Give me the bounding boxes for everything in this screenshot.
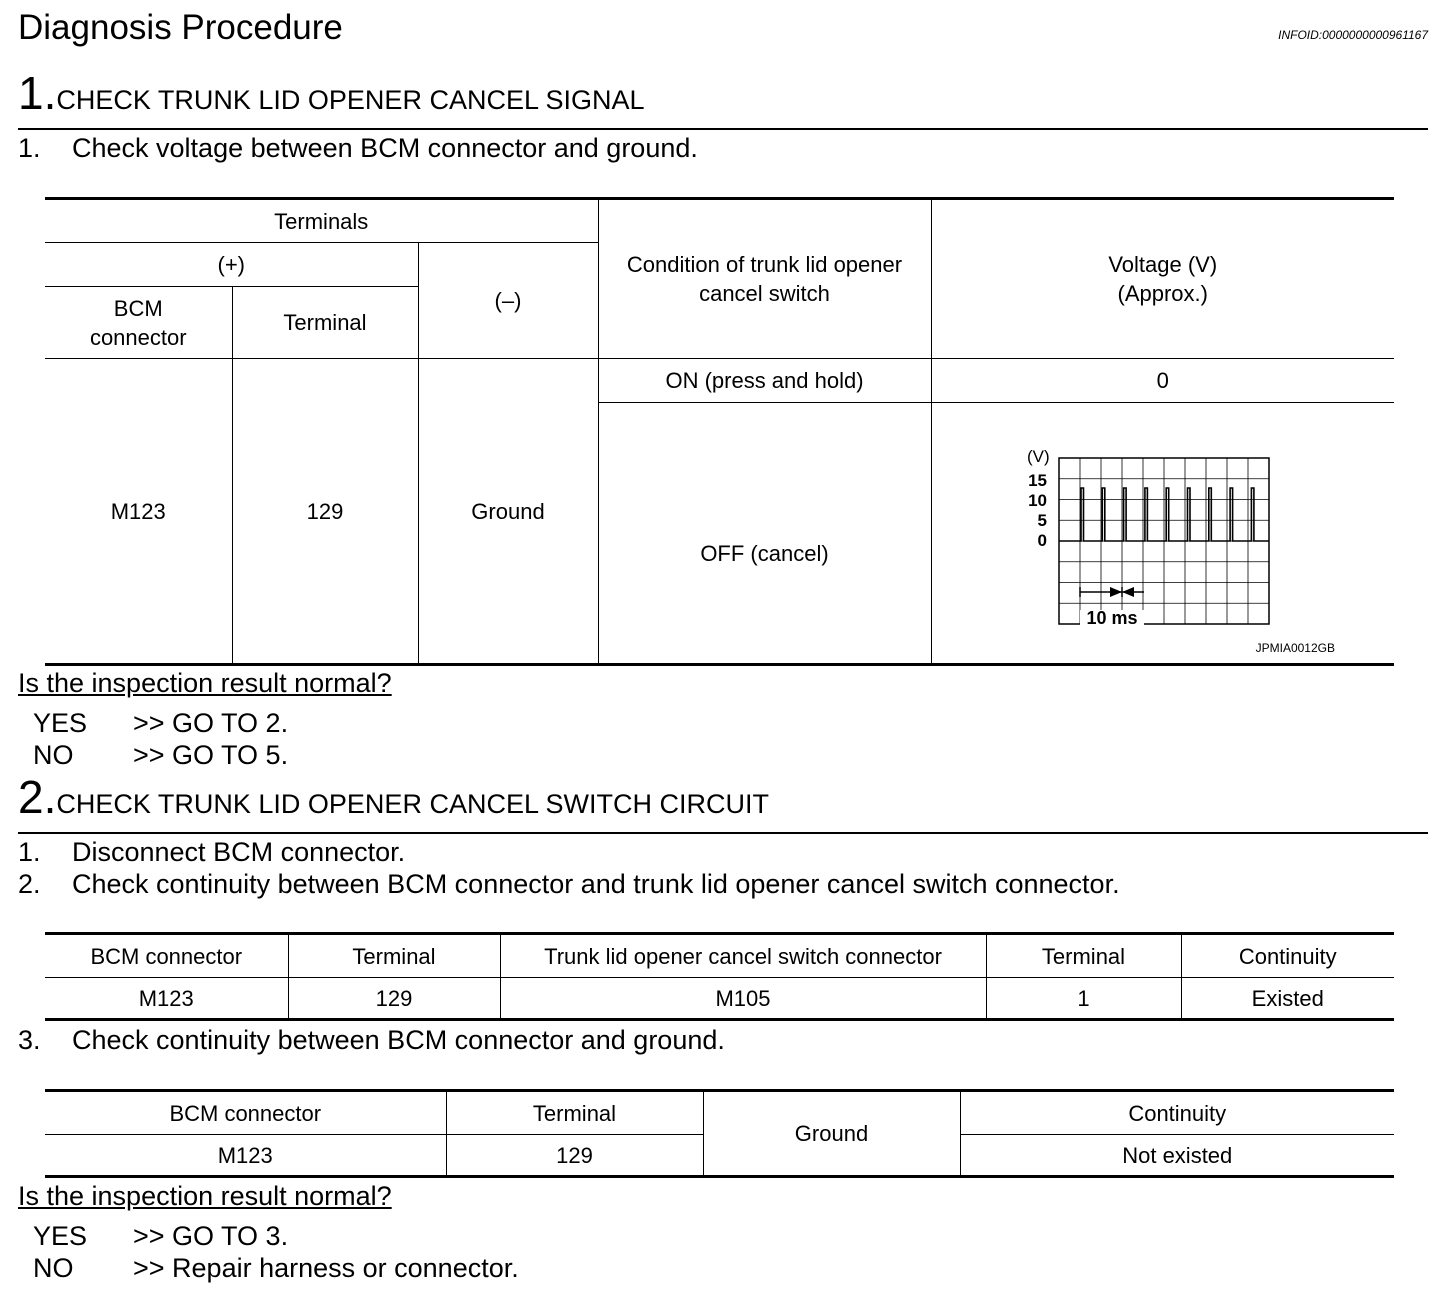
cell-terminal: 129	[232, 359, 418, 665]
t1-cell-terminal: 129	[288, 978, 500, 1020]
step-1-question: Is the inspection result normal?	[18, 668, 392, 698]
t1-header-continuity: Continuity	[1181, 934, 1394, 978]
step-2-rule	[18, 832, 1428, 834]
page-title: Diagnosis Procedure	[18, 8, 343, 47]
info-id: INFOID:0000000000961167	[1278, 28, 1428, 42]
step-2-heading	[18, 770, 769, 824]
t2-cell-terminal: 129	[446, 1135, 703, 1177]
header-voltage: Voltage (V) (Approx.)	[931, 199, 1394, 359]
header-plus: (+)	[45, 243, 418, 287]
t2-cell-continuity: Not existed	[960, 1135, 1394, 1177]
header-bcm-connector: BCM connector	[45, 287, 232, 359]
t2-cell-ground: Ground	[703, 1091, 960, 1177]
cell-ground: Ground	[418, 359, 598, 665]
continuity-table-1	[45, 932, 1394, 1021]
waveform-tick-5: 5	[1037, 511, 1047, 530]
step-2-instruction-3: 3. Check continuity between BCM connector and ground.	[18, 1025, 725, 1055]
t2-cell-bcm-connector: M123	[45, 1135, 446, 1177]
waveform-figure	[932, 404, 1394, 662]
header-condition: Condition of trunk lid opener cancel switch	[598, 199, 931, 359]
cell-volt-off	[931, 403, 1394, 665]
header-terminal: Terminal	[232, 287, 418, 359]
t2-header-bcm-connector: BCM connector	[45, 1091, 446, 1135]
step-1-yes: YES >> GO TO 2.	[33, 708, 289, 738]
step-1-no: NO >> GO TO 5.	[33, 740, 289, 770]
voltage-check-table	[45, 197, 1394, 666]
cell-cond-on: ON (press and hold)	[598, 359, 931, 403]
cell-cond-off: OFF (cancel)	[598, 403, 931, 665]
t1-cell-continuity: Existed	[1181, 978, 1394, 1020]
t1-cell-terminal-2: 1	[986, 978, 1181, 1020]
step-2-instruction-1: 1. Disconnect BCM connector.	[18, 837, 406, 867]
t1-header-switch-connector: Trunk lid opener cancel switch connector	[500, 934, 986, 978]
t1-header-terminal-2: Terminal	[986, 934, 1181, 978]
t1-header-terminal: Terminal	[288, 934, 500, 978]
step-2-no: NO >> Repair harness or connector.	[33, 1253, 519, 1283]
step-1-heading	[18, 66, 645, 120]
t1-cell-bcm-connector: M123	[45, 978, 288, 1020]
step-2-instruction-2: 2. Check continuity between BCM connector and trunk lid opener cancel switch connector.	[18, 869, 1120, 899]
step-2-number: 2.	[18, 771, 57, 823]
waveform-tick-10: 10	[1027, 491, 1047, 510]
t1-header-bcm-connector: BCM connector	[45, 934, 288, 978]
step-2-title: CHECK TRUNK LID OPENER CANCEL SWITCH CIRCUIT	[56, 789, 769, 819]
step-1-instruction-1: 1. Check voltage between BCM connector and ground.	[18, 133, 698, 163]
t2-header-terminal: Terminal	[446, 1091, 703, 1135]
waveform-time-label: 10 ms	[1085, 608, 1138, 628]
t1-cell-switch-connector: M105	[500, 978, 986, 1020]
step-2-yes: YES >> GO TO 3.	[33, 1221, 289, 1251]
waveform-tick-0: 0	[1037, 531, 1047, 550]
step-2-question: Is the inspection result normal?	[18, 1181, 392, 1211]
figure-id: JPMIA0012GB	[1255, 641, 1335, 655]
cell-volt-on: 0	[931, 359, 1394, 403]
waveform-unit-label: (V)	[1026, 447, 1050, 466]
continuity-table-2	[45, 1089, 1394, 1178]
cell-connector: M123	[45, 359, 232, 665]
header-minus: (–)	[418, 243, 598, 359]
waveform-tick-15: 15	[1027, 471, 1047, 490]
step-1-rule	[18, 128, 1428, 130]
t2-header-continuity: Continuity	[960, 1091, 1394, 1135]
header-terminals: Terminals	[45, 199, 598, 243]
step-1-title: CHECK TRUNK LID OPENER CANCEL SIGNAL	[56, 85, 645, 115]
step-1-number: 1.	[18, 67, 57, 119]
